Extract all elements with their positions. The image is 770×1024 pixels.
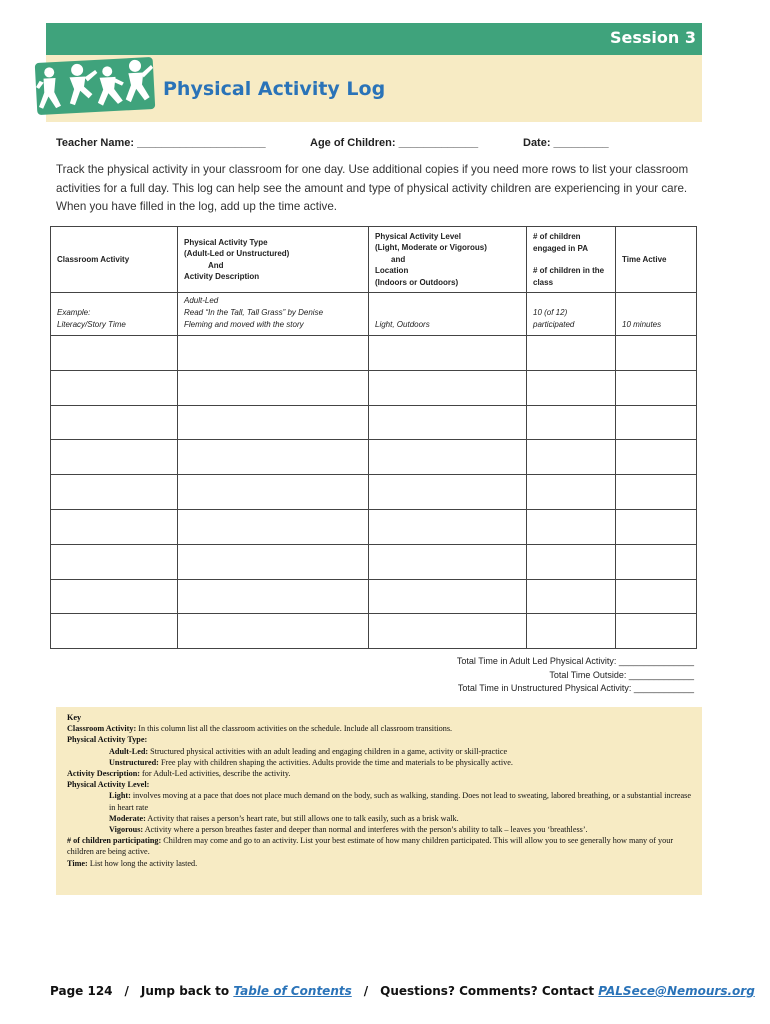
table-row <box>51 579 697 614</box>
entry-cell[interactable] <box>51 475 178 510</box>
entry-cell[interactable] <box>527 509 616 544</box>
header-activity-level: Physical Activity Level (Light, Moderate or Vigorous) and Location (Indoors or Outdoors) <box>369 227 527 293</box>
page-number: Page 124 <box>50 984 113 998</box>
entry-cell[interactable] <box>369 544 527 579</box>
table-row <box>51 336 697 371</box>
entry-cell[interactable] <box>616 370 697 405</box>
entry-cell[interactable] <box>178 544 369 579</box>
instructions-paragraph: Track the physical activity in your classroom for one day. Use additional copies if you need more rows to list your classroom activities for a full day. This log can help see the amount and type of physical activity children are experiencing in your care. When you have filled in the log, add up the time active. <box>56 163 689 213</box>
table-row <box>51 370 697 405</box>
entry-cell[interactable] <box>527 544 616 579</box>
entry-cell[interactable] <box>51 614 178 649</box>
entry-cell[interactable] <box>616 336 697 371</box>
footer <box>50 984 755 998</box>
entry-cell[interactable] <box>51 579 178 614</box>
key-vigorous: Vigorous: Activity where a person breathes faster and deeper than normal and interferes with the person’s ability to talk – leaves you ‘breathless’. <box>109 825 588 835</box>
header-children-count: # of children engaged in PA # of children in the class <box>527 227 616 293</box>
footer-separator: / <box>124 984 129 998</box>
entry-cell[interactable] <box>178 614 369 649</box>
entry-cell[interactable] <box>178 336 369 371</box>
entry-cell[interactable] <box>51 336 178 371</box>
activity-log-table <box>50 226 697 649</box>
entry-cell[interactable] <box>369 405 527 440</box>
entry-cell[interactable] <box>527 370 616 405</box>
key-children-participating: # of children participating: Children may come and go to an activity. List your best estimate of how many children participated. This will allow you to see generally how many of your children are being active. <box>67 836 674 857</box>
entry-cell[interactable] <box>178 370 369 405</box>
teacher-name-field: Teacher Name: _____________________ <box>56 137 266 149</box>
entry-cell[interactable] <box>369 370 527 405</box>
total-unstructured: Total Time in Unstructured Physical Activity: ____________ <box>457 683 694 693</box>
example-row <box>51 293 697 336</box>
entry-cell[interactable] <box>369 440 527 475</box>
questions-text: Questions? Comments? Contact <box>380 984 599 998</box>
entry-cell[interactable] <box>527 405 616 440</box>
header-time-active: Time Active <box>616 227 697 293</box>
table-row <box>51 440 697 475</box>
entry-cell[interactable] <box>369 614 527 649</box>
entry-cell[interactable] <box>178 440 369 475</box>
example-activity-cell: Example: Literacy/Story Time <box>51 293 178 336</box>
table-row <box>51 509 697 544</box>
entry-cell[interactable] <box>527 440 616 475</box>
entry-cell[interactable] <box>178 475 369 510</box>
key-activity-level: Physical Activity Level: <box>67 780 150 790</box>
entry-cell[interactable] <box>369 509 527 544</box>
entry-cell[interactable] <box>527 579 616 614</box>
entry-cell[interactable] <box>51 370 178 405</box>
entry-cell[interactable] <box>616 579 697 614</box>
entry-cell[interactable] <box>178 405 369 440</box>
key-moderate: Moderate: Activity that raises a person’s heart rate, but still allows one to talk easily, such as a brisk walk. <box>109 813 459 823</box>
entry-cell[interactable] <box>527 475 616 510</box>
key-activity-type: Physical Activity Type: <box>67 735 148 745</box>
key-heading: Key <box>67 713 82 722</box>
entry-cell[interactable] <box>51 440 178 475</box>
example-time-cell: 10 minutes <box>616 293 697 336</box>
totals-block <box>457 655 694 696</box>
table-of-contents-link[interactable]: Table of Contents <box>233 984 352 998</box>
session-banner <box>46 23 702 55</box>
entry-cell[interactable] <box>178 509 369 544</box>
entry-cell[interactable] <box>51 509 178 544</box>
key-classroom-activity: Classroom Activity: In this column list all the classroom activities on the schedule. Include all classroom transitions. <box>67 724 453 734</box>
key-activity-description: Activity Description: for Adult-Led activities, describe the activity. <box>67 769 291 779</box>
jump-back-text: Jump back to <box>140 984 234 998</box>
entry-cell[interactable] <box>616 544 697 579</box>
entry-cell[interactable] <box>51 544 178 579</box>
entry-cell[interactable] <box>616 405 697 440</box>
key-unstructured: Unstructured: Free play with children shaping the activities. Adults provide the time and materials to be physically active. <box>109 757 513 767</box>
entry-cell[interactable] <box>369 579 527 614</box>
table-row <box>51 614 697 649</box>
example-type-cell: Adult-Led Read “In the Tall, Tall Grass” by Denise Fleming and moved with the story <box>178 293 369 336</box>
key-light: Light: involves moving at a pace that does not place much demand on the body, such as walking, standing. Does not lead to sweating, labored breathing, or a substantial increase in heart rate <box>109 791 692 812</box>
key-adult-led: Adult-Led: Structured physical activities with an adult leading and engaging children in a game, activity or skill-practice <box>109 746 508 756</box>
footer-separator: / <box>363 984 369 998</box>
entry-cell[interactable] <box>51 405 178 440</box>
total-outside: Total Time Outside: _____________ <box>549 669 694 680</box>
header-classroom-activity: Classroom Activity <box>51 227 178 293</box>
key-box <box>56 707 702 895</box>
key-time: Time: List how long the activity lasted. <box>67 858 198 868</box>
total-adult-led: Total Time in Adult Led Physical Activity: _______________ <box>456 656 694 666</box>
entry-cell[interactable] <box>616 440 697 475</box>
example-count-cell: 10 (of 12) participated <box>527 293 616 336</box>
example-level-cell: Light, Outdoors <box>369 293 527 336</box>
entry-cell[interactable] <box>178 579 369 614</box>
entry-cell[interactable] <box>616 614 697 649</box>
age-of-children-field: Age of Children: _____________ <box>310 137 479 149</box>
dancing-children-logo-icon <box>35 57 156 115</box>
date-field: Date: _________ <box>523 137 609 149</box>
entry-cell[interactable] <box>369 336 527 371</box>
contact-email-link[interactable]: PALSece@Nemours.org <box>598 984 755 998</box>
entry-cell[interactable] <box>616 475 697 510</box>
session-label: Session 3 <box>610 28 696 47</box>
entry-cell[interactable] <box>369 475 527 510</box>
table-row <box>51 475 697 510</box>
entry-cell[interactable] <box>616 509 697 544</box>
table-header-row <box>51 227 697 293</box>
page-title: Physical Activity Log <box>163 78 386 100</box>
entry-cell[interactable] <box>527 336 616 371</box>
table-row <box>51 544 697 579</box>
table-row <box>51 405 697 440</box>
header-activity-type: Physical Activity Type (Adult-Led or Unstructured) And Activity Description <box>178 227 369 293</box>
entry-cell[interactable] <box>527 614 616 649</box>
